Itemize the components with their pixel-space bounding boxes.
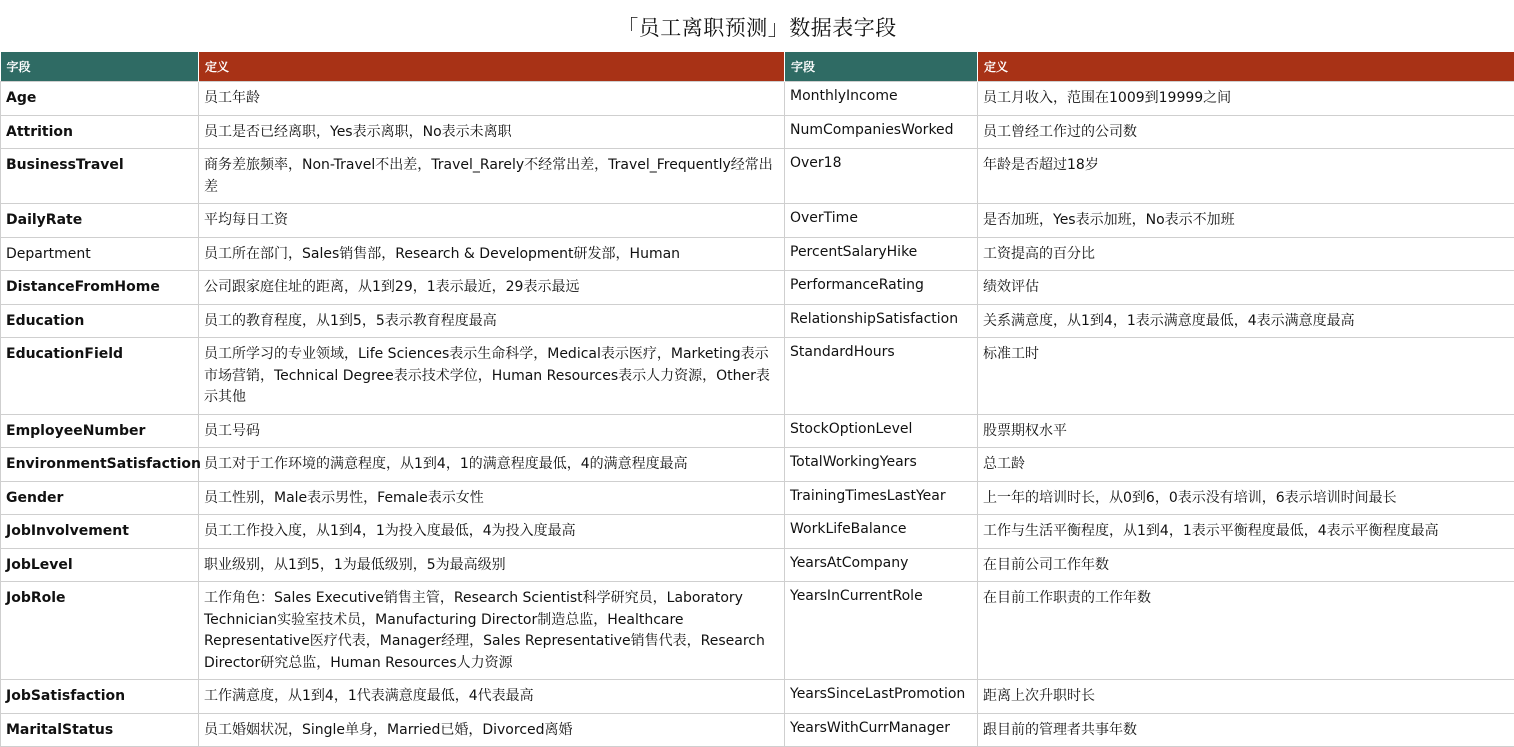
field-name: DailyRate	[1, 204, 199, 238]
field-definition: 员工婚姻状况，Single单身，Married已婚，Divorced离婚	[199, 713, 785, 747]
table-row	[1, 481, 1514, 515]
field-definition: 员工所学习的专业领域，Life Sciences表示生命科学，Medical表示医疗，Marketing表示市场营销，Technical Degree表示技术学位，Human Resources表示人力资源，Other表示其他	[199, 338, 785, 415]
table-row	[1, 204, 1514, 238]
table-row	[1, 582, 1514, 680]
table-row	[1, 448, 1514, 482]
field-definition: 员工是否已经离职，Yes表示离职，No表示未离职	[199, 115, 785, 149]
field-name: RelationshipSatisfaction	[785, 304, 978, 338]
field-definition: 员工号码	[199, 414, 785, 448]
field-definition: 股票期权水平	[978, 414, 1514, 448]
field-name: JobInvolvement	[1, 515, 199, 549]
field-name: YearsWithCurrManager	[785, 713, 978, 747]
field-definition: 员工年龄	[199, 82, 785, 116]
header-row	[1, 52, 1514, 82]
field-name: OverTime	[785, 204, 978, 238]
field-definition: 公司跟家庭住址的距离，从1到29，1表示最近，29表示最远	[199, 271, 785, 305]
field-name: StockOptionLevel	[785, 414, 978, 448]
field-name: Over18	[785, 149, 978, 204]
field-name: JobRole	[1, 582, 199, 680]
table-row	[1, 515, 1514, 549]
field-definition: 平均每日工资	[199, 204, 785, 238]
field-name: EnvironmentSatisfaction	[1, 448, 199, 482]
field-name: EducationField	[1, 338, 199, 415]
field-definition: 在目前工作职责的工作年数	[978, 582, 1514, 680]
table-row	[1, 271, 1514, 305]
field-name: MaritalStatus	[1, 713, 199, 747]
field-definition: 工作角色：Sales Executive销售主管，Research Scientist科学研究员，Laboratory Technician实验室技术员，Manufacturing Director制造总监，Healthcare Representative医疗代表，Manager经理，Sales Representative销售代表，Research Director研究总监，Human Resources人力资源	[199, 582, 785, 680]
field-definition: 员工对于工作环境的满意程度，从1到4，1的满意程度最低，4的满意程度最高	[199, 448, 785, 482]
header-field-2: 字段	[785, 52, 978, 82]
field-definition: 关系满意度，从1到4，1表示满意度最低，4表示满意度最高	[978, 304, 1514, 338]
field-definition: 跟目前的管理者共事年数	[978, 713, 1514, 747]
field-name: Department	[1, 237, 199, 271]
field-definition: 员工月收入，范围在1009到19999之间	[978, 82, 1514, 116]
field-definition: 在目前公司工作年数	[978, 548, 1514, 582]
field-definition: 员工曾经工作过的公司数	[978, 115, 1514, 149]
field-definition: 员工所在部门，Sales销售部，Research & Development研发部，Human	[199, 237, 785, 271]
header-definition-1: 定义	[199, 52, 785, 82]
field-name: Age	[1, 82, 199, 116]
field-definition: 员工工作投入度，从1到4，1为投入度最低，4为投入度最高	[199, 515, 785, 549]
field-name: PerformanceRating	[785, 271, 978, 305]
field-name: BusinessTravel	[1, 149, 199, 204]
header-field-1: 字段	[1, 52, 199, 82]
field-definition: 员工的教育程度，从1到5，5表示教育程度最高	[199, 304, 785, 338]
field-definition: 是否加班，Yes表示加班，No表示不加班	[978, 204, 1514, 238]
table-row	[1, 713, 1514, 747]
field-definition: 商务差旅频率，Non-Travel不出差，Travel_Rarely不经常出差，Travel_Frequently经常出差	[199, 149, 785, 204]
field-definition: 工资提高的百分比	[978, 237, 1514, 271]
field-definition: 工作满意度，从1到4，1代表满意度最低，4代表最高	[199, 680, 785, 714]
field-name: TotalWorkingYears	[785, 448, 978, 482]
field-definition: 上一年的培训时长，从0到6，0表示没有培训，6表示培训时间最长	[978, 481, 1514, 515]
table-row	[1, 680, 1514, 714]
field-name: YearsInCurrentRole	[785, 582, 978, 680]
field-name: NumCompaniesWorked	[785, 115, 978, 149]
field-name: StandardHours	[785, 338, 978, 415]
field-name: DistanceFromHome	[1, 271, 199, 305]
field-table	[0, 52, 1514, 747]
field-definition: 距离上次升职时长	[978, 680, 1514, 714]
field-definition: 年龄是否超过18岁	[978, 149, 1514, 204]
table-row	[1, 548, 1514, 582]
table-row	[1, 82, 1514, 116]
header-definition-2: 定义	[978, 52, 1514, 82]
table-row	[1, 304, 1514, 338]
field-definition: 总工龄	[978, 448, 1514, 482]
field-definition: 员工性别，Male表示男性，Female表示女性	[199, 481, 785, 515]
field-name: MonthlyIncome	[785, 82, 978, 116]
table-row	[1, 115, 1514, 149]
field-name: PercentSalaryHike	[785, 237, 978, 271]
field-name: Education	[1, 304, 199, 338]
table-row	[1, 237, 1514, 271]
field-name: YearsSinceLastPromotion	[785, 680, 978, 714]
field-name: Attrition	[1, 115, 199, 149]
field-name: WorkLifeBalance	[785, 515, 978, 549]
table-row	[1, 149, 1514, 204]
field-name: TrainingTimesLastYear	[785, 481, 978, 515]
field-definition: 绩效评估	[978, 271, 1514, 305]
field-name: JobSatisfaction	[1, 680, 199, 714]
field-name: Gender	[1, 481, 199, 515]
field-definition: 标准工时	[978, 338, 1514, 415]
field-name: YearsAtCompany	[785, 548, 978, 582]
field-definition: 职业级别，从1到5，1为最低级别，5为最高级别	[199, 548, 785, 582]
field-definition: 工作与生活平衡程度，从1到4，1表示平衡程度最低，4表示平衡程度最高	[978, 515, 1514, 549]
table-row	[1, 338, 1514, 415]
page-title: 「员工离职预测」数据表字段	[0, 0, 1514, 52]
field-name: EmployeeNumber	[1, 414, 199, 448]
field-name: JobLevel	[1, 548, 199, 582]
table-row	[1, 414, 1514, 448]
